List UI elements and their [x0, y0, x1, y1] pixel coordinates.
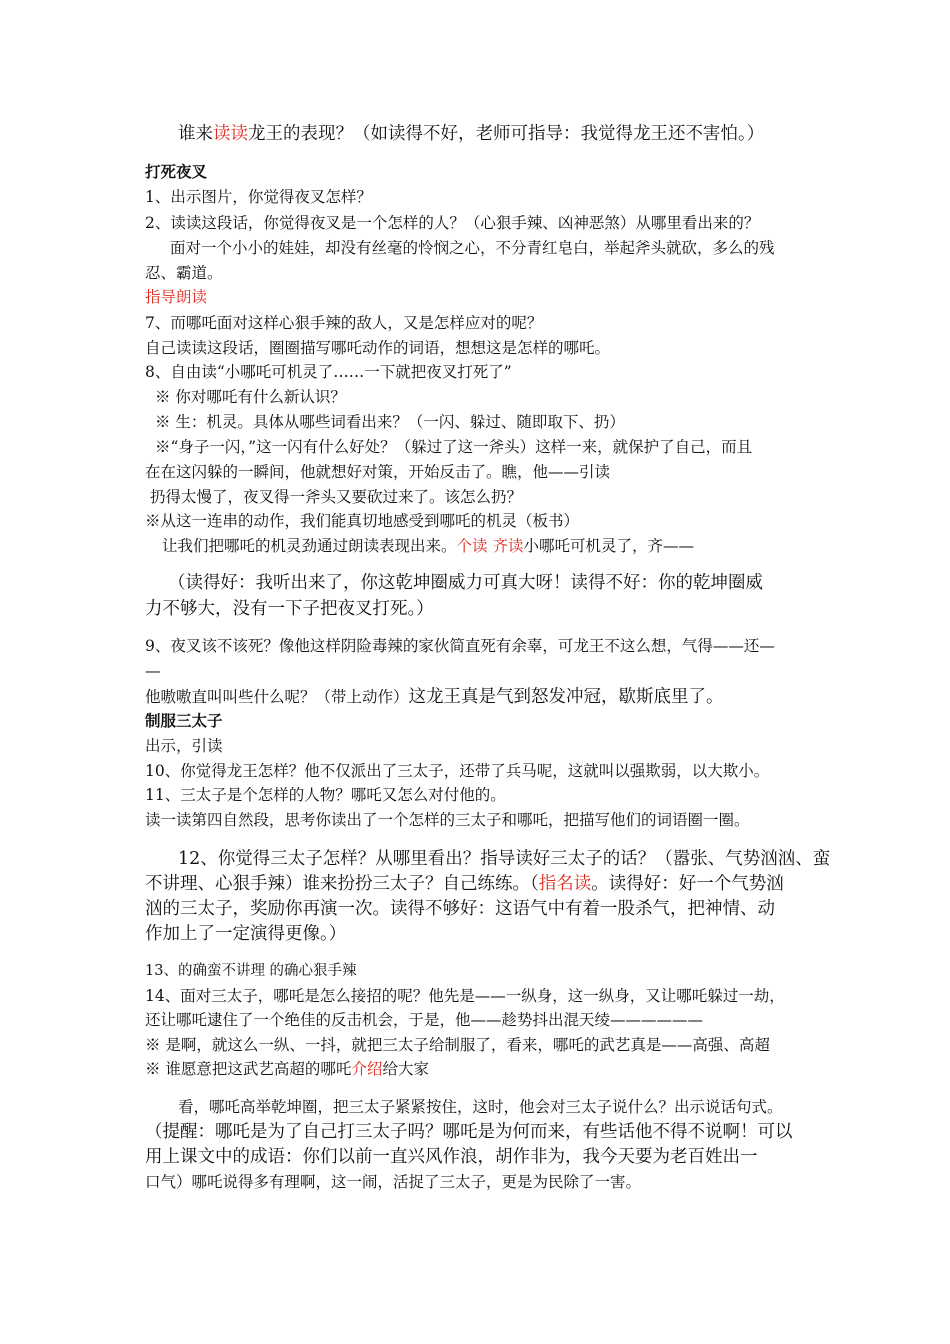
text-line: ※ 你对哪吒有什么新认识？	[155, 388, 346, 406]
text-line: （提醒：哪吒是为了自己打三太子吗？哪吒是为何而来，有些话他不得不说啊！可以	[145, 1122, 793, 1142]
text-line: 10、你觉得龙王怎样？他不仅派出了三太子，还带了兵马呢，这就叫以强欺弱，以大欺小。	[145, 762, 770, 780]
section-heading: 打死夜叉	[145, 163, 208, 181]
text-line: 2、读读这段话，你觉得夜叉是一个怎样的人？（心狠手辣、凶神恶煞）从哪里看出来的？	[145, 214, 760, 232]
text-line: 他嗷嗷直叫叫些什么呢？（带上动作）这龙王真是气到怒发冲冠，歇斯底里了。	[145, 687, 724, 707]
text-line: 用上课文中的成语：你们以前一直兴风作浪，胡作非为，我今天要为老百姓出一	[145, 1147, 758, 1167]
text-line: 让我们把哪吒的机灵劲通过朗读表现出来。个读 齐读小哪吒可机灵了，齐——	[162, 537, 694, 555]
intro-line: 谁来读读龙王的表现？（如读得不好，老师可指导：我觉得龙王还不害怕。）	[178, 124, 765, 144]
text-line: ※从这一连串的动作，我们能真切地感受到哪吒的机灵（板书）	[145, 512, 580, 530]
highlight-text: 读读	[213, 124, 248, 144]
text-line: ※“身子一闪，”这一闪有什么好处？（躲过了这一斧头）这样一来，就保护了自己，而且	[155, 438, 753, 456]
text-line: 汹的三太子，奖励你再演一次。读得不够好：这语气中有着一股杀气，把神情、动	[145, 899, 775, 919]
highlight-text: 个读 齐读	[456, 537, 524, 555]
text-line: 自己读读这段话，圈圈描写哪吒动作的词语，想想这是怎样的哪吒。	[145, 339, 611, 357]
text-line: 看，哪吒高举乾坤圈，把三太子紧紧按住，这时，他会对三太子说什么？出示说话句式。	[178, 1098, 783, 1116]
text-line: 口气）哪吒说得多有理啊，这一闹，活捉了三太子，更是为民除了一害。	[145, 1173, 642, 1191]
section-heading: 制服三太子	[145, 712, 223, 730]
text-line: 出示，引读	[145, 737, 223, 755]
text-line: 12、你觉得三太子怎样？从哪里看出？指导读好三太子的话？（嚣张、气势汹汹、蛮	[178, 849, 831, 869]
text-line: 读一读第四自然段，思考你读出了一个怎样的三太子和哪吒，把描写他们的词语圈一圈。	[145, 811, 750, 829]
text-line: 还让哪吒逮住了一个绝佳的反击机会，于是，他——趁势抖出混天绫——————	[145, 1011, 704, 1029]
text-line: 扔得太慢了，夜叉得一斧头又要砍过来了。该怎么扔？	[150, 488, 523, 506]
text-line: 7、而哪吒面对这样心狠手辣的敌人，又是怎样应对的呢？	[145, 314, 543, 332]
highlight-text: 指名读	[538, 874, 592, 894]
text-line: 1、出示图片，你觉得夜叉怎样？	[145, 188, 372, 206]
text-line: 忍、霸道。	[145, 264, 223, 282]
text-line: 不讲理、心狠手辣）谁来扮扮三太子？自己练练。（指名读。读得好：好一个气势汹	[145, 874, 784, 894]
highlight-text: 介绍	[351, 1060, 383, 1078]
text-line: 8、自由读“小哪吒可机灵了……一下就把夜叉打死了”	[145, 363, 512, 381]
highlight-text: 指导朗读	[145, 288, 208, 306]
text-line: ※ 谁愿意把这武艺高超的哪吒介绍给大家	[145, 1060, 429, 1078]
text-line: ※ 是啊，就这么一纵、一抖，就把三太子给制服了，看来，哪吒的武艺真是——高强、高超	[145, 1036, 770, 1054]
text-line: ※ 生：机灵。具体从哪些词看出来？（一闪、躲过、随即取下、扔）	[155, 413, 625, 431]
text-line: 14、面对三太子，哪吒是怎么接招的呢？他先是——一纵身，这一纵身，又让哪吒躲过一劫，	[145, 987, 785, 1005]
text-line: （读得好：我听出来了，你这乾坤圈威力可真大呀！读得不好：你的乾坤圈威	[168, 573, 763, 593]
text-line: 13、的确蛮不讲理 的确心狠手辣	[145, 963, 357, 979]
text-line: 11、三太子是个怎样的人物？哪吒又怎么对付他的。	[145, 786, 506, 804]
text-line: 面对一个小小的娃娃，却没有丝毫的怜悯之心，不分青红皂白，举起斧头就砍，多么的残	[170, 239, 775, 257]
text-line: 9、夜叉该不该死？像他这样阴险毒辣的家伙简直死有余辜，可龙王不这么想，气得——还—	[145, 637, 775, 655]
text-line: 力不够大，没有一下子把夜叉打死。）	[145, 599, 434, 619]
text-line: —	[145, 662, 161, 680]
text-line: 在在这闪躲的一瞬间，他就想好对策，开始反击了。瞧，他——引读	[145, 463, 611, 481]
text-line: 作加上了一定演得更像。）	[145, 924, 347, 944]
